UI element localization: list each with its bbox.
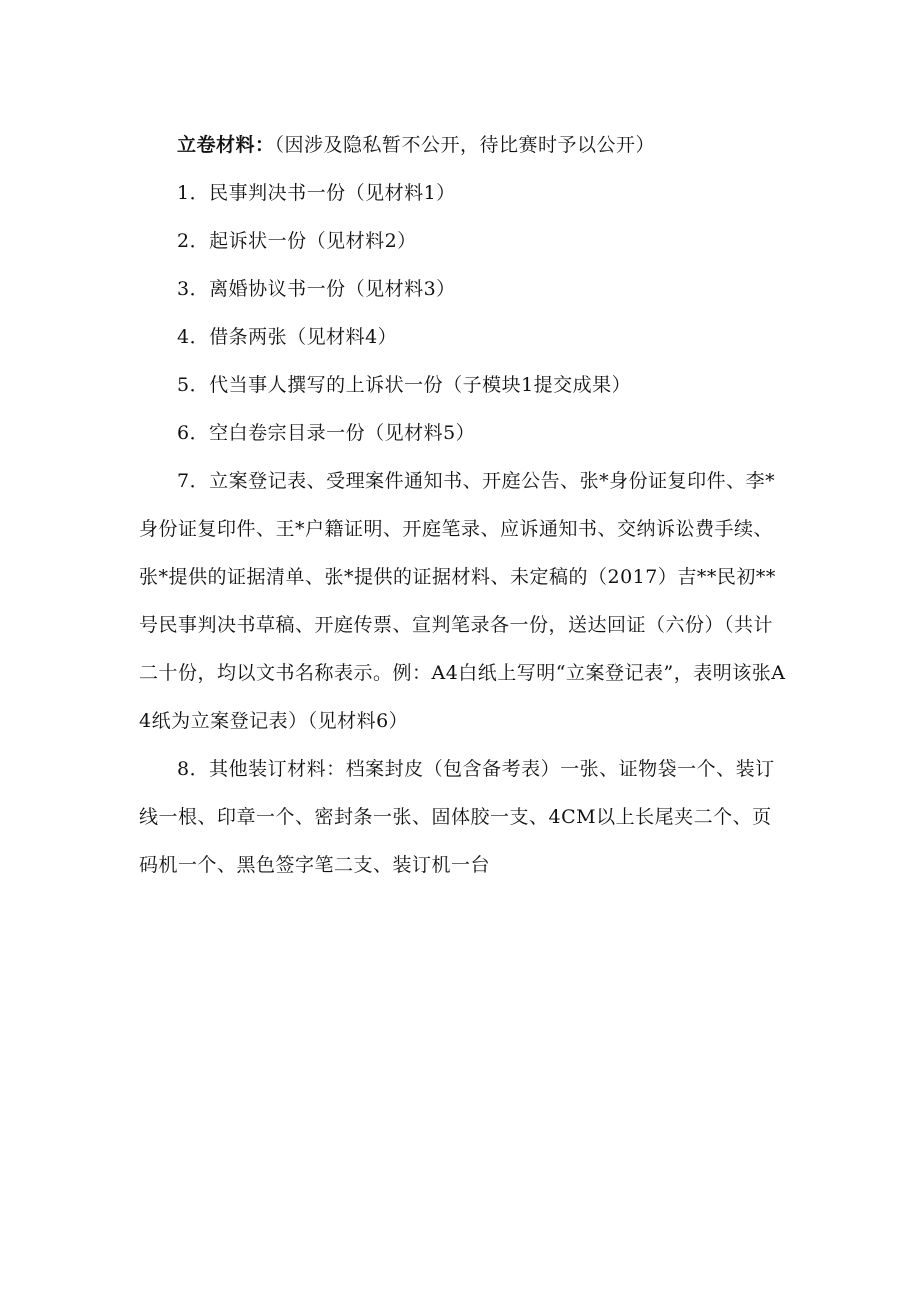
document-body bbox=[139, 121, 789, 889]
list-item: 7．立案登记表、受理案件通知书、开庭公告、张*身份证复印件、李*身份证复印件、王*户籍证明、开庭笔录、应诉通知书、交纳诉讼费手续、张*提供的证据清单、张*提供的证据材料、未定稿的（2017）吉**民初**号民事判决书草稿、开庭传票、宣判笔录各一份，送达回证（六份）（共计二十份，均以文书名称表示。例：A4白纸上写明“立案登记表”，表明该张A4纸为立案登记表）（见材料6） bbox=[139, 470, 786, 732]
list-item: 1．民事判决书一份（见材料1） bbox=[177, 182, 456, 204]
list-item: 8．其他装订材料：档案封皮（包含备考表）一张、证物袋一个、装订线一根、印章一个、密封条一张、固体胶一支、4CM以上长尾夹二个、页码机一个、黑色签字笔二支、装订机一台 bbox=[139, 758, 775, 876]
list-item: 5．代当事人撰写的上诉状一份（子模块1提交成果） bbox=[177, 374, 632, 396]
list-item: 2．起诉状一份（见材料2） bbox=[177, 230, 417, 252]
list-item: 6．空白卷宗目录一份（见材料5） bbox=[177, 422, 476, 444]
heading-label: 立卷材料： bbox=[177, 134, 275, 156]
heading-note: （因涉及隐私暂不公开，待比赛时予以公开） bbox=[274, 134, 656, 156]
list-item: 3．离婚协议书一份（见材料3） bbox=[177, 278, 456, 300]
heading-paragraph bbox=[139, 121, 789, 169]
list-item: 4．借条两张（见材料4） bbox=[177, 326, 398, 348]
